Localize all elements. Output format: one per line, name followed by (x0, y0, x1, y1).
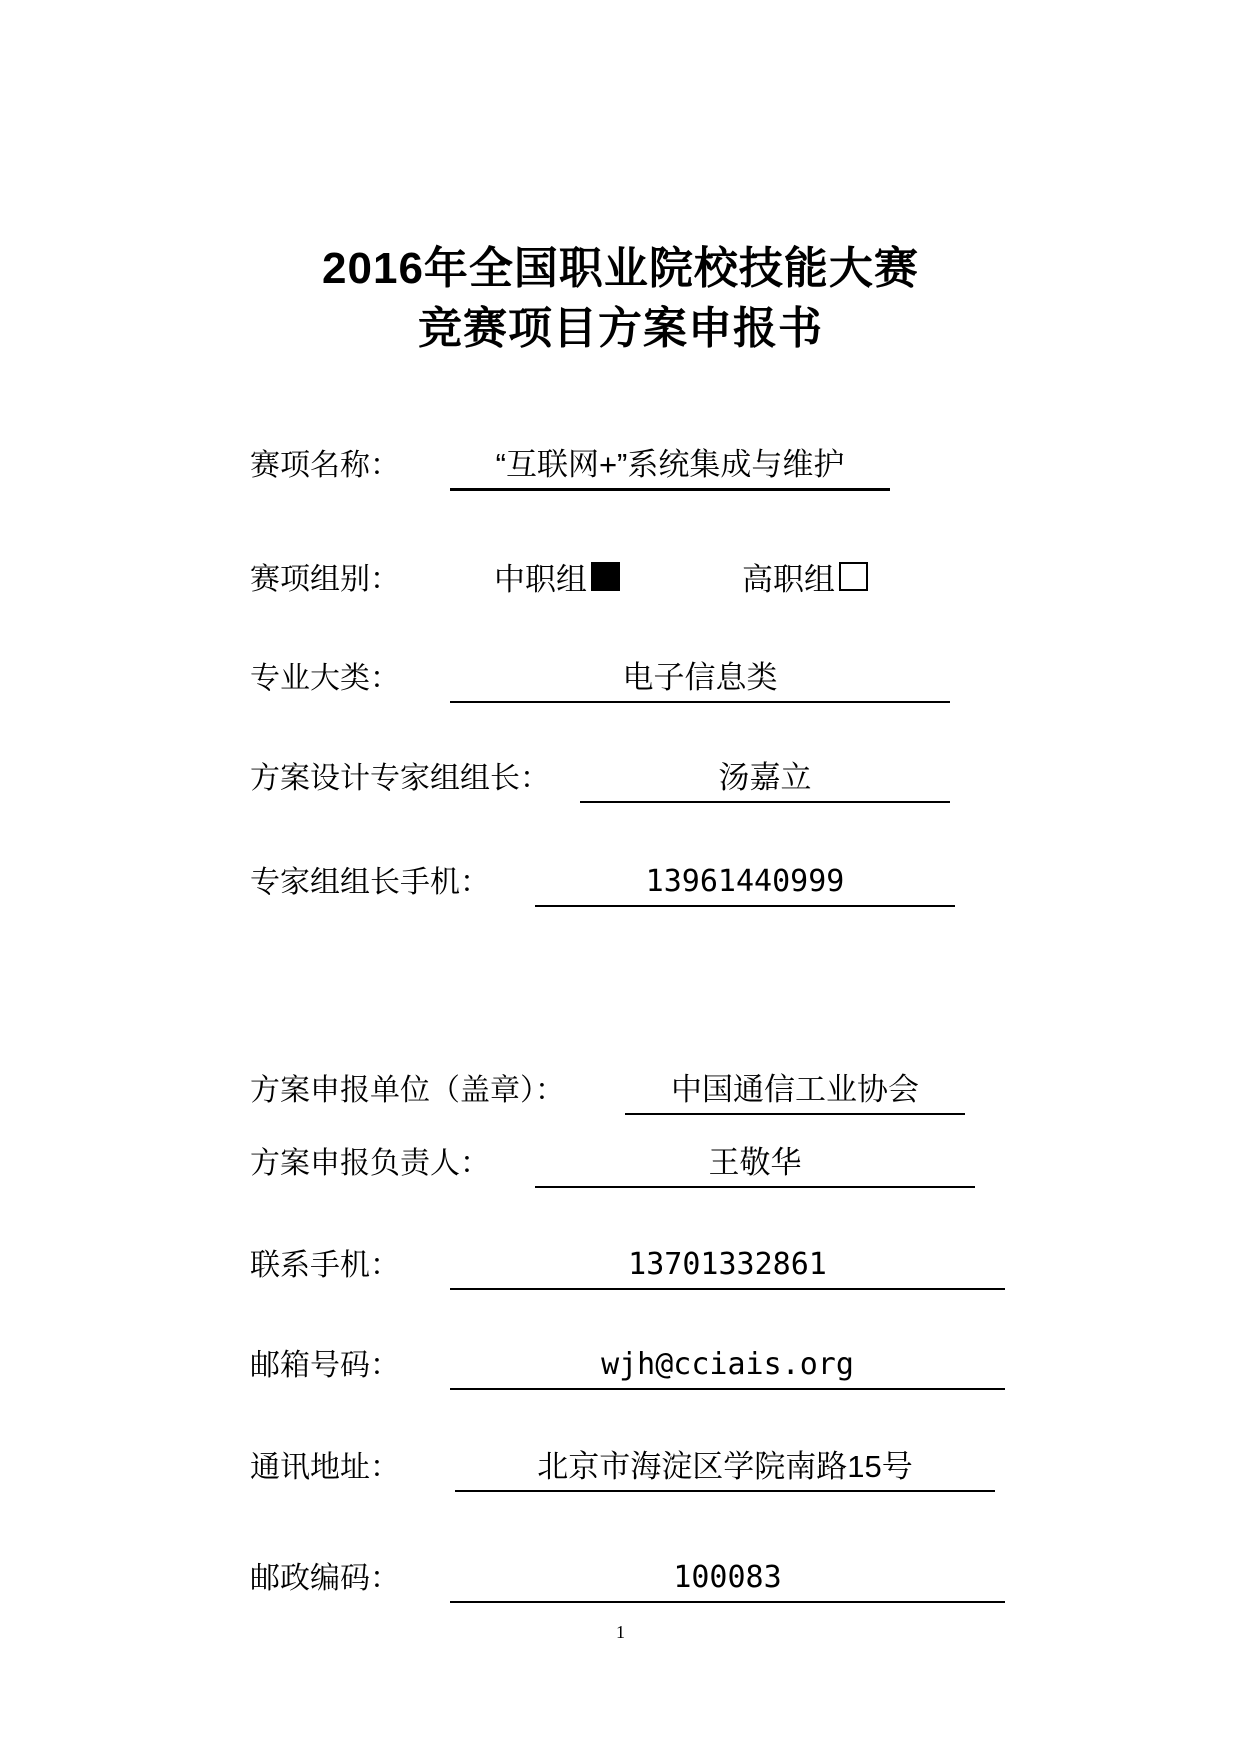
field-postal-code (0, 1557, 1241, 1601)
field-email (0, 1344, 1241, 1388)
field-mailing-address-label: 通讯地址： (250, 1451, 400, 1484)
field-applicant-org-label: 方案申报单位（盖章）： (250, 1074, 565, 1107)
field-applicant-person (0, 1142, 1241, 1186)
field-contact-mobile (0, 1244, 1241, 1288)
field-mailing-address (0, 1446, 1241, 1490)
field-applicant-org (0, 1069, 1241, 1113)
field-event-group-label: 赛项组别： (250, 563, 400, 596)
field-leader-mobile (0, 861, 1241, 905)
field-contact-mobile-label: 联系手机： (250, 1249, 400, 1282)
unchecked-checkbox-icon (839, 562, 868, 591)
page-number: 1 (616, 1622, 625, 1642)
field-major-category (0, 657, 1241, 701)
field-event-name-label: 赛项名称： (250, 449, 400, 482)
field-applicant-person-value: 王敬华 (535, 1142, 975, 1188)
field-contact-mobile-value: 13701332861 (450, 1244, 1005, 1290)
field-design-team-leader-value: 汤嘉立 (580, 757, 950, 803)
field-leader-mobile-label: 专家组组长手机： (250, 866, 490, 899)
field-applicant-org-value: 中国通信工业协会 (625, 1069, 965, 1115)
checked-checkbox-icon (591, 562, 620, 591)
field-design-team-leader-label: 方案设计专家组组长： (250, 762, 550, 795)
document-title-line2: 竞赛项目方案申报书 (418, 304, 823, 353)
field-design-team-leader (0, 757, 1241, 801)
field-email-value: wjh@cciais.org (450, 1344, 1005, 1390)
event-group-option-secondary (494, 558, 620, 602)
event-group-option-higher-label: 高职组 (742, 562, 835, 597)
field-event-name (0, 444, 1241, 488)
field-event-group (0, 558, 1241, 602)
field-postal-code-value: 100083 (450, 1557, 1005, 1603)
document-title-line1: 2016年全国职业院校技能大赛 (322, 244, 919, 293)
field-major-category-value: 电子信息类 (450, 657, 950, 703)
field-major-category-label: 专业大类： (250, 662, 400, 695)
field-email-label: 邮箱号码： (250, 1349, 400, 1382)
event-group-option-higher (742, 558, 868, 602)
field-postal-code-label: 邮政编码： (250, 1562, 400, 1595)
field-leader-mobile-value: 13961440999 (535, 861, 955, 907)
field-event-name-value: “互联网+”系统集成与维护 (450, 444, 890, 491)
event-group-option-secondary-label: 中职组 (494, 562, 587, 597)
field-mailing-address-value: 北京市海淀区学院南路15号 (455, 1446, 995, 1492)
field-applicant-person-label: 方案申报负责人： (250, 1147, 490, 1180)
